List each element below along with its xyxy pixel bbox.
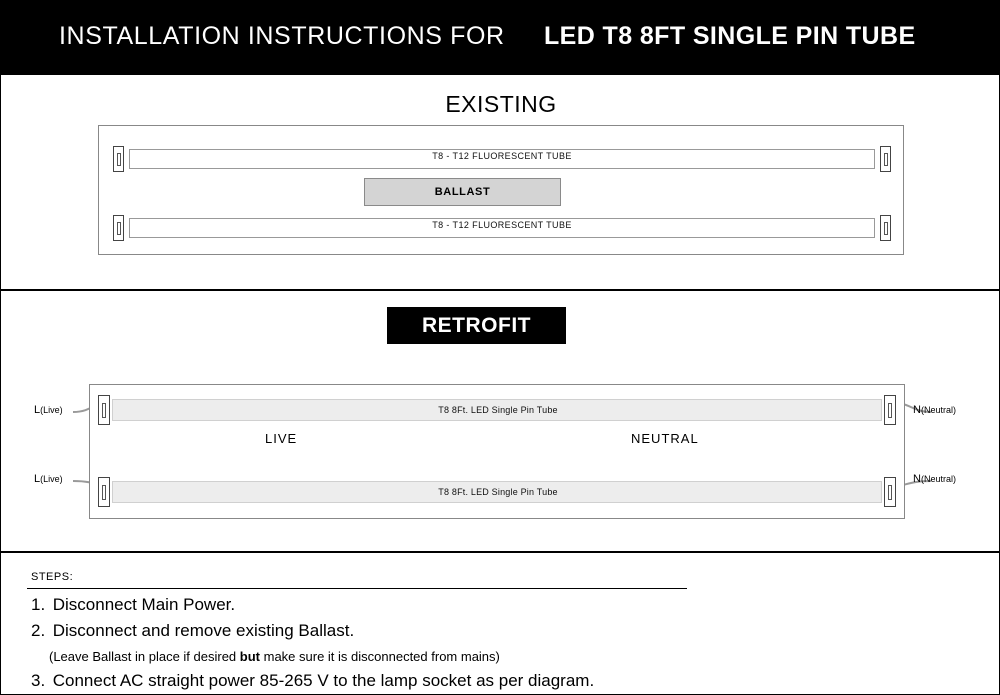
existing-fixture-housing [98,125,904,255]
neutral-bottom-letter: N [913,473,921,485]
retrofit-section-title: RETROFIT [387,307,566,344]
step-2-note-emphasis: but [239,649,260,664]
single-pin-socket-top-left-icon [98,395,110,425]
neutral-top-letter: N [913,404,921,416]
live-top-letter: L [34,404,41,416]
step-1-number: 1. [31,595,46,614]
existing-tube-bottom [107,215,897,241]
existing-section [1,73,1000,291]
ballast-block: BALLAST [364,178,561,206]
step-1-text: Disconnect Main Power. [52,595,236,614]
led-tube-top [112,399,882,421]
step-2-number: 2. [31,621,46,640]
step-3-number: 3. [31,671,46,690]
header-bar [1,1,1000,73]
retrofit-fixture-housing [89,384,905,519]
step-2-note [49,649,500,664]
step-item-3 [31,671,594,691]
neutral-top-sub: (Neutral) [920,405,956,415]
live-bottom-sub: (Live) [40,474,63,484]
led-tube-bottom [112,481,882,503]
steps-section [1,551,1000,695]
step-3-text: Connect AC straight power 85-265 V to the lamp socket as per diagram. [52,671,595,690]
neutral-bottom-sub: (Neutral) [920,474,956,484]
header-right-title: LED T8 8FT SINGLE PIN TUBE [544,22,916,50]
live-top-sub: (Live) [40,405,63,415]
retrofit-tube-top-label: T8 8Ft. LED Single Pin Tube [438,405,558,415]
retrofit-section [1,291,1000,551]
single-pin-socket-bottom-left-icon [98,477,110,507]
live-bottom-letter: L [34,473,41,485]
existing-tube-bottom-label: T8 - T12 FLUORESCENT TUBE [432,220,572,230]
step-2-text: Disconnect and remove existing Ballast. [52,621,355,640]
retrofit-tube-bottom-label: T8 8Ft. LED Single Pin Tube [438,487,558,497]
steps-title: STEPS: [31,571,74,583]
label-neutral-top [913,404,956,416]
single-pin-socket-bottom-right-icon [884,477,896,507]
label-live-top [34,404,63,416]
single-pin-socket-top-right-icon [884,395,896,425]
existing-tube-top [107,146,897,172]
label-live-bottom [34,473,63,485]
existing-section-title: EXISTING [445,91,557,117]
steps-divider [27,588,687,589]
label-live-run: LIVE [265,431,298,446]
label-neutral-run: NEUTRAL [631,431,699,446]
step-item-1 [31,595,235,615]
step-2-note-before: (Leave Ballast in place if desired [49,649,240,664]
header-left-title: INSTALLATION INSTRUCTIONS FOR [59,22,505,50]
step-2-note-after: make sure it is disconnected from mains) [260,649,500,664]
existing-tube-top-label: T8 - T12 FLUORESCENT TUBE [432,151,572,161]
step-item-2 [31,621,354,641]
label-neutral-bottom [913,473,956,485]
